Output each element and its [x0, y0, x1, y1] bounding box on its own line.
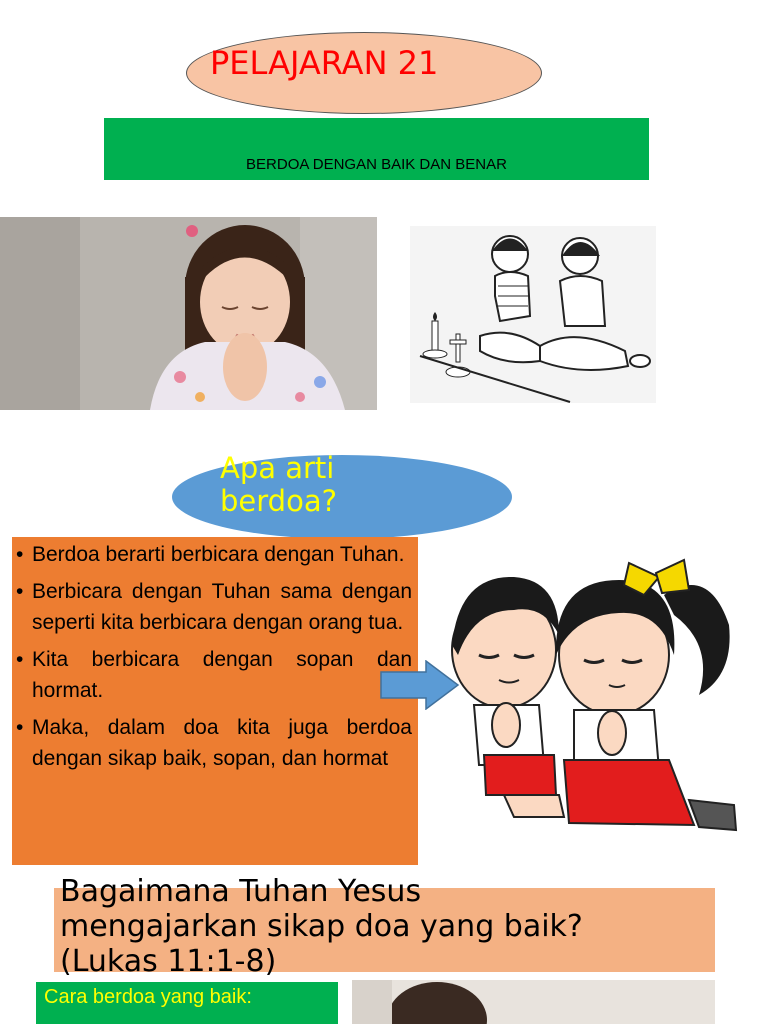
- cara-label: Cara berdoa yang baik:: [44, 986, 252, 1008]
- lesson-subtitle: BERDOA DENGAN BAIK DAN BENAR: [246, 156, 507, 173]
- bullet-item: • Berdoa berarti berbicara dengan Tuhan.: [32, 539, 412, 570]
- question-line-2: berdoa?: [220, 484, 337, 518]
- question-line-1: Apa arti: [220, 451, 335, 485]
- bottom-photo: [352, 980, 715, 1024]
- question-text: [220, 452, 337, 518]
- heading-text: [60, 874, 760, 979]
- heading-line-2: mengajarkan sikap doa yang baik?: [60, 909, 583, 944]
- heading-line-1: Bagaimana Tuhan Yesus: [60, 874, 422, 909]
- praying-kids-drawing: [410, 226, 656, 403]
- heading-line-3: (Lukas 11:1-8): [60, 944, 277, 979]
- bullet-item: • Berbicara dengan Tuhan sama dengan seperti kita berbicara dengan orang tua.: [32, 576, 412, 638]
- cartoon-praying-kids: [444, 555, 744, 840]
- bullet-item: • Maka, dalam doa kita juga berdoa dengan sikap baik, sopan, dan hormat: [32, 712, 412, 774]
- bullet-item: • Kita berbicara dengan sopan dan hormat.: [32, 644, 412, 706]
- lesson-title: PELAJARAN 21: [210, 44, 439, 82]
- praying-girl-photo: [0, 217, 377, 410]
- definition-box: [12, 537, 418, 865]
- definition-list: [12, 537, 418, 774]
